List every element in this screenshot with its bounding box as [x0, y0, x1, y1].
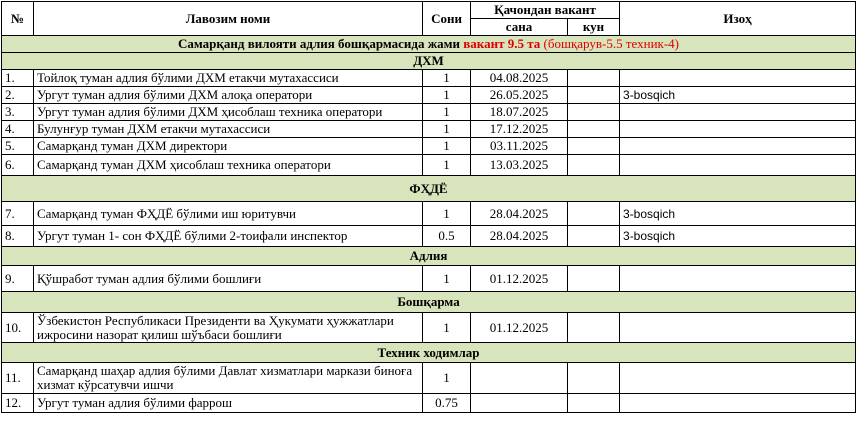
header-position: Лавозим номи	[34, 2, 423, 36]
row-date: 03.11.2025	[471, 138, 568, 155]
row-position: Қўшработ туман адлия бўлими бошлиғи	[34, 266, 423, 292]
row-day	[568, 155, 620, 176]
row-count: 1	[423, 104, 471, 121]
row-note: 3-bosqich	[620, 202, 856, 226]
row-day	[568, 202, 620, 226]
row-note	[620, 70, 856, 87]
row-count: 1	[423, 70, 471, 87]
table-row	[2, 394, 856, 413]
row-date: 01.12.2025	[471, 313, 568, 343]
row-position: Ургут туман адлия бўлими фаррош	[34, 394, 423, 413]
section-row	[2, 247, 856, 266]
row-note	[620, 363, 856, 394]
section-row	[2, 53, 856, 70]
row-note	[620, 394, 856, 413]
header-vacant-since: Қачондан вакант	[471, 2, 620, 19]
table-row	[2, 70, 856, 87]
row-note: 3-bosqich	[620, 87, 856, 104]
section-title: Бошқарма	[2, 292, 856, 313]
summary-detail: (бошқарув-5.5 техник-4)	[540, 36, 680, 51]
section-title: Техник ходимлар	[2, 343, 856, 363]
row-day	[568, 313, 620, 343]
header-date: сана	[471, 19, 568, 36]
row-num: 6.	[2, 155, 34, 176]
row-num: 2.	[2, 87, 34, 104]
row-note	[620, 313, 856, 343]
row-date: 28.04.2025	[471, 202, 568, 226]
row-num: 3.	[2, 104, 34, 121]
row-date	[471, 363, 568, 394]
row-position: Самарқанд туман ДХМ директори	[34, 138, 423, 155]
row-date: 28.04.2025	[471, 226, 568, 247]
header-count: Сони	[423, 2, 471, 36]
row-note	[620, 104, 856, 121]
row-note	[620, 121, 856, 138]
section-row	[2, 343, 856, 363]
row-position: Ургут туман адлия бўлими ДХМ ҳисоблаш техника оператори	[34, 104, 423, 121]
table-row	[2, 104, 856, 121]
row-count: 1	[423, 202, 471, 226]
row-num: 1.	[2, 70, 34, 87]
row-num: 7.	[2, 202, 34, 226]
row-count: 1	[423, 313, 471, 343]
row-position: Самарқанд туман ФҲДЁ бўлими иш юритувчи	[34, 202, 423, 226]
table-row	[2, 121, 856, 138]
row-date: 01.12.2025	[471, 266, 568, 292]
table-row	[2, 87, 856, 104]
row-count: 1	[423, 155, 471, 176]
section-title: Адлия	[2, 247, 856, 266]
row-count: 1	[423, 121, 471, 138]
row-day	[568, 121, 620, 138]
row-day	[568, 87, 620, 104]
row-count: 0.75	[423, 394, 471, 413]
row-position: Тойлоқ туман адлия бўлими ДХМ етакчи мутахассиси	[34, 70, 423, 87]
table-row	[2, 363, 856, 394]
header-day: кун	[568, 19, 620, 36]
row-date: 04.08.2025	[471, 70, 568, 87]
row-note: 3-bosqich	[620, 226, 856, 247]
row-num: 9.	[2, 266, 34, 292]
row-num: 4.	[2, 121, 34, 138]
row-position: Ургут туман адлия бўлими ДХМ алоқа оператори	[34, 87, 423, 104]
section-row	[2, 292, 856, 313]
row-day	[568, 70, 620, 87]
row-position: Ургут туман 1- сон ФҲДЁ бўлими 2-тоифали инспектор	[34, 226, 423, 247]
row-day	[568, 266, 620, 292]
row-day	[568, 104, 620, 121]
row-note	[620, 155, 856, 176]
row-day	[568, 394, 620, 413]
row-count: 1	[423, 138, 471, 155]
row-day	[568, 138, 620, 155]
row-count: 1	[423, 363, 471, 394]
row-count: 1	[423, 266, 471, 292]
table-row	[2, 202, 856, 226]
row-date	[471, 394, 568, 413]
table-row	[2, 313, 856, 343]
table-row	[2, 138, 856, 155]
row-note	[620, 266, 856, 292]
header-num: №	[2, 2, 34, 36]
section-title: ФҲДЁ	[2, 176, 856, 202]
header-note: Изоҳ	[620, 2, 856, 36]
table-row	[2, 155, 856, 176]
row-position: Ўзбекистон Республикаси Президенти ва Ҳукумати ҳужжатлари ижросини назорат қилиш шўъбаси бошлиғи	[34, 313, 423, 343]
row-count: 0.5	[423, 226, 471, 247]
summary-highlight: вакант 9.5 та	[463, 36, 541, 51]
section-title: ДХМ	[2, 53, 856, 70]
row-position: Самарқанд туман ДХМ ҳисоблаш техника оператори	[34, 155, 423, 176]
row-num: 11.	[2, 363, 34, 394]
row-date: 17.12.2025	[471, 121, 568, 138]
summary-prefix: Самарқанд вилояти адлия бошқармасида жами	[178, 36, 464, 51]
row-num: 12.	[2, 394, 34, 413]
row-date: 26.05.2025	[471, 87, 568, 104]
row-num: 8.	[2, 226, 34, 247]
vacancy-table	[1, 1, 856, 413]
table-row	[2, 226, 856, 247]
summary-row	[2, 36, 856, 53]
row-num: 5.	[2, 138, 34, 155]
table-row	[2, 266, 856, 292]
row-position: Булунғур туман ДХМ етакчи мутахассиси	[34, 121, 423, 138]
section-row	[2, 176, 856, 202]
row-day	[568, 363, 620, 394]
row-date: 13.03.2025	[471, 155, 568, 176]
row-num: 10.	[2, 313, 34, 343]
summary-cell	[2, 36, 856, 53]
row-note	[620, 138, 856, 155]
row-date: 18.07.2025	[471, 104, 568, 121]
row-count: 1	[423, 87, 471, 104]
row-day	[568, 226, 620, 247]
row-position: Самарқанд шаҳар адлия бўлими Давлат хизматлари маркази биноға хизмат кўрсатувчи ишчи	[34, 363, 423, 394]
